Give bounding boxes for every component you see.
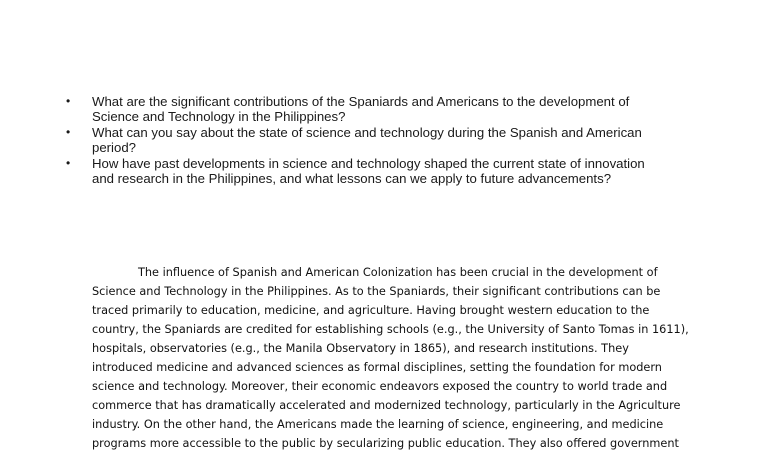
question-text-line: What are the significant contributions of the Spaniards and Americans to the development of bbox=[92, 94, 630, 109]
essay-line: Science and Technology in the Philippines. As to the Spaniards, their significant contributions can be bbox=[92, 285, 661, 299]
essay-line: introduced medicine and advanced sciences as formal disciplines, setting the foundation for modern bbox=[92, 361, 662, 375]
question-item bbox=[64, 156, 704, 187]
question-list bbox=[64, 94, 704, 186]
question-text-line: How have past developments in science and technology shaped the current state of innovation bbox=[92, 155, 645, 171]
essay-line: traced primarily to education, medicine, and agriculture. Having brought western education to the bbox=[92, 304, 650, 318]
question-text-line: period? bbox=[92, 140, 136, 156]
bullet-icon: • bbox=[66, 155, 71, 170]
question-text-line: and research in the Philippines, and what lessons can we apply to future advancements? bbox=[92, 171, 612, 187]
question-item bbox=[64, 125, 704, 156]
essay-paragraph bbox=[92, 263, 702, 453]
essay-line: science and technology. Moreover, their economic endeavors exposed the country to world trade and bbox=[92, 380, 668, 394]
question-text-line: Science and Technology in the Philippines? bbox=[92, 109, 346, 125]
question-item bbox=[64, 94, 704, 125]
essay-line: country, the Spaniards are credited for establishing schools (e.g., the University of Santo Tomas in 1611), bbox=[92, 323, 689, 337]
question-text-line: What can you say about the state of science and technology during the Spanish and American bbox=[92, 124, 642, 140]
essay-line: industry. On the other hand, the Americans made the learning of science, engineering, and medicine bbox=[92, 418, 664, 432]
bullet-icon: • bbox=[66, 124, 71, 139]
essay-line: hospitals, observatories (e.g., the Manila Observatory in 1865), and research institutions. They bbox=[92, 342, 629, 356]
essay-line: programs more accessible to the public by secularizing public education. They also offered government bbox=[92, 437, 679, 451]
bullet-icon: • bbox=[66, 94, 71, 108]
essay-line: The influence of Spanish and American Colonization has been crucial in the development of bbox=[138, 266, 658, 279]
essay-line: commerce that has dramatically accelerated and modernized technology, particularly in the Agriculture bbox=[92, 399, 681, 413]
